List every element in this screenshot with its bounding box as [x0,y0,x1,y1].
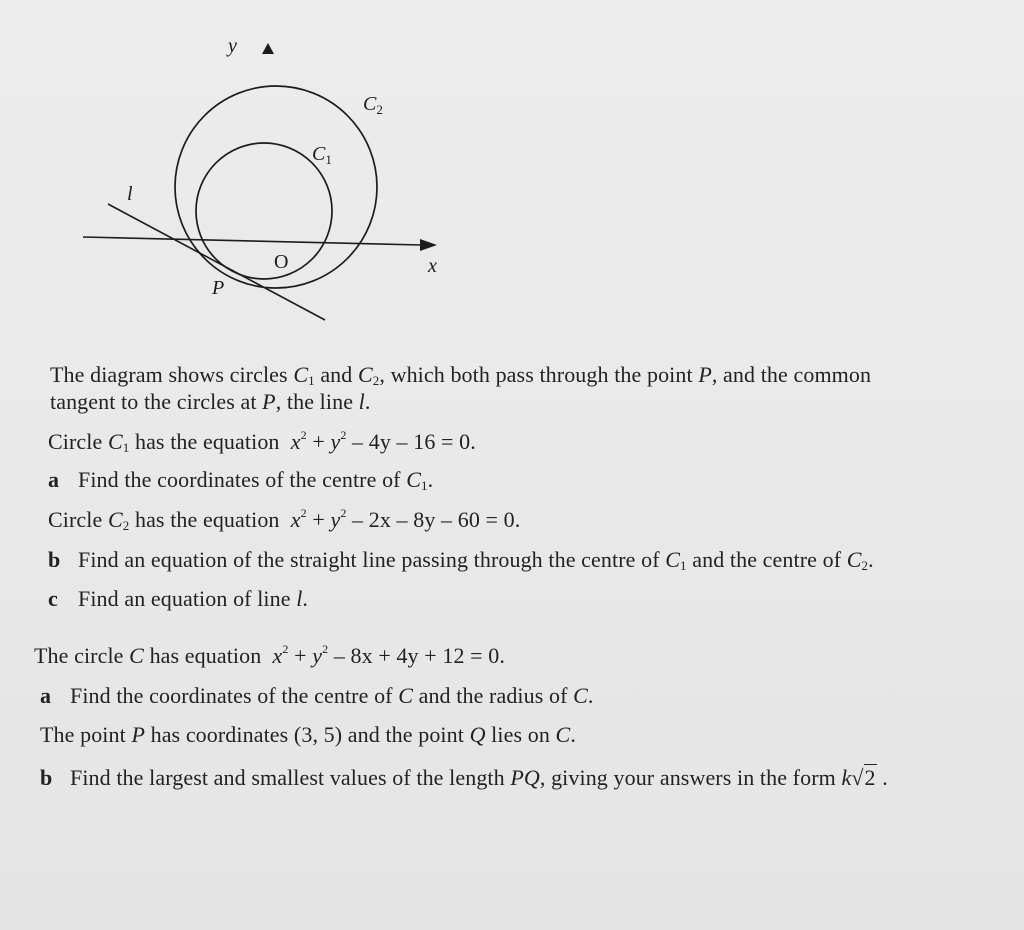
q1-part-a: a Find the coordinates of the centre of $C_1$. [48,467,434,493]
q1-intro-line1: The diagram shows circles $C_1$ and $C_2$, which both pass through the point P, and the common [50,362,872,388]
x-axis [83,237,422,245]
y-axis-arrow-icon [262,43,274,54]
q2-part-a: a Find the coordinates of the centre of C and the radius of C. [40,683,594,708]
label-c2: $C_2$ [363,93,383,117]
tangent-line-l [108,204,325,320]
x-axis-arrow-icon [420,239,437,251]
x-axis-label: x [428,255,437,277]
label-line-l: l [127,183,133,205]
q1-part-b: b Find an equation of the straight line passing through the centre of $C_1$ and the centre of $C_2$. [48,547,874,573]
y-axis-label: y [228,35,237,57]
q1-part-c: c Find an equation of line l. [48,586,309,611]
label-origin: O [274,251,289,273]
q2-intro: The circle C has equation $x^2 + y^2 - 8x + 4y + 12 = 0$. [34,642,505,668]
q1-c2-equation: Circle $C_2$ has the equation $x^2 + y^2 - 2x - 8y - 60 = 0$. [48,506,521,533]
label-c1: $C_1$ [312,143,332,167]
circles-diagram [0,0,1024,340]
q2-part-b: b Find the largest and smallest values of the length PQ, giving your answers in the form k√2 . [40,765,888,790]
label-point-p: P [212,277,225,299]
q1-intro-line2: tangent to the circles at P, the line l. [50,389,371,414]
q2-point-info: The point P has coordinates (3, 5) and the point Q lies on C. [40,722,576,747]
q1-c1-equation: Circle $C_1$ has the equation $x^2 + y^2 - 4y - 16 = 0$. [48,428,476,455]
